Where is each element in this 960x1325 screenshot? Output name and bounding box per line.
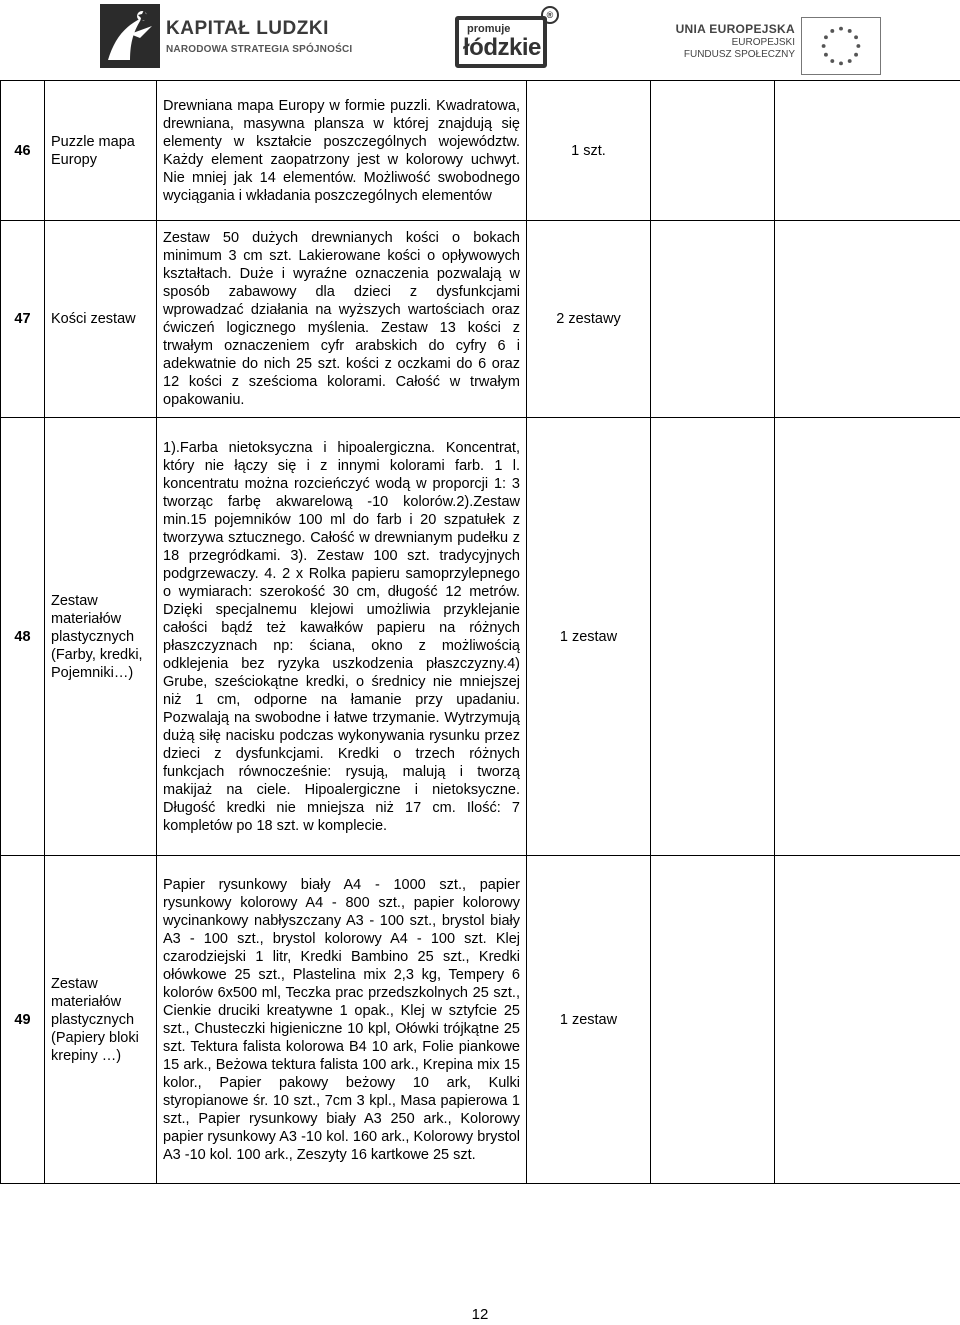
empty-cell: [651, 418, 775, 856]
table-row: [1, 418, 960, 856]
empty-cell: [775, 856, 960, 1184]
eu-star-icon: [824, 53, 828, 57]
item-name: Kości zestaw: [45, 221, 157, 418]
item-quantity: 1 zestaw: [527, 418, 651, 856]
item-description: Zestaw 50 dużych drewnianych kości o bokach minimum 3 cm szt. Lakierowane kości o opływowych kształtach. Duże i wyraźne oznaczenia pozwalają w sposób zabawowy dla dzieci z dysfunkcjami wprowadzać działania na wyższych wartościach oraz ćwiczeń logicznego myślenia. Zestaw 13 kości z trwałym oznaczeniem cyfr arabskich do cyfry 6 i adekwatnie do nich 25 szt. kości z oczkami do 6 oraz 12 kości z sześcioma kolorami. Całość w trwałym opakowaniu.: [157, 221, 527, 418]
item-quantity: 2 zestawy: [527, 221, 651, 418]
unia-europejska-logo: [675, 12, 890, 72]
eu-star-icon: [830, 59, 834, 63]
item-description: Drewniana mapa Europy w formie puzzli. Kwadratowa, drewniana, masywna plansza w której znajdują się elementy w kształcie poszczególnych województw. Każdy element zaopatrzony jest w kolorowy uchwyt. Nie mniej jak 14 elementów. Możliwość swobodnego wyciągania i wkładania poszczególnych elementów: [157, 81, 527, 221]
eu-star-icon: [839, 61, 843, 65]
registered-mark-icon: ®: [541, 6, 559, 24]
eu-star-icon: [824, 35, 828, 39]
empty-cell: [775, 418, 960, 856]
table-row: [1, 221, 960, 418]
page-header: [0, 0, 960, 80]
empty-cell: [775, 81, 960, 221]
row-number: 49: [1, 856, 45, 1184]
ue-title: UNIA EUROPEJSKA: [675, 22, 795, 36]
kapital-ludzki-logo: [100, 4, 353, 68]
eu-star-icon: [856, 44, 860, 48]
item-quantity: 1 zestaw: [527, 856, 651, 1184]
empty-cell: [651, 856, 775, 1184]
item-name: Zestaw materiałów plastycznych (Farby, kredki, Pojemniki…): [45, 418, 157, 856]
item-description: Papier rysunkowy biały A4 - 1000 szt., papier rysunkowy kolorowy A4 - 800 szt., papier kolorowy wycinankowy nabłyszczany A3 - 100 szt., brystol biały A3 - 100 szt., brystol kolorowy A4 - 100 szt. Klej czarodziejski 1 litr, Kredki Bambino 25 szt., Kredki ołówkowe 25 szt., Plastelina mix 2,3 kg, Tempery 6 kolorów 6x500 ml, Teczka prac przedszkolnych 25 szt., Cienkie druciki kreatywne 1 opak., Klej w sztyfcie 25 szt., Chusteczki higieniczne 10 kpl, Ołówki trójkątne 25 szt. Tektura falista kolorowa B4 10 ark, Folie piankowe 15 ark., Beżowa tektura falista 100 ark., Krepina mix 15 kolor., Papier pakowy beżowy 10 ark, Kulki styropianowe śr. 10 szt., 7cm 3 kpl., Masa papierowa 1 szt., Papier rysunkowy biały A3 250 ark., Kolorowy papier rysunkowy A3 -10 kol. 160 ark., Kolorowy brystol A3 -10 kol. 100 ark., Zeszyty 16 kartkowe 25 szt.: [157, 856, 527, 1184]
empty-cell: [651, 221, 775, 418]
promuje-lodzkie-logo: [455, 6, 560, 68]
lodzkie-label: łódzkie: [463, 34, 541, 61]
eu-star-icon: [839, 27, 843, 31]
eu-star-icon: [848, 29, 852, 33]
ue-line-3: FUNDUSZ SPOŁECZNY: [683, 49, 795, 60]
item-quantity: 1 szt.: [527, 81, 651, 221]
kapital-ludzki-title: KAPITAŁ LUDZKI: [166, 18, 329, 39]
eu-flag-icon: [801, 17, 881, 75]
eu-star-icon: [854, 53, 858, 57]
promuje-label: promuje: [467, 23, 511, 35]
row-number: 47: [1, 221, 45, 418]
table-row: [1, 81, 960, 221]
item-name: Puzzle mapa Europy: [45, 81, 157, 221]
empty-cell: [651, 81, 775, 221]
eu-star-icon: [848, 59, 852, 63]
ue-line-2: EUROPEJSKI: [731, 37, 795, 48]
eu-star-icon: [830, 29, 834, 33]
kapital-ludzki-subtitle: NARODOWA STRATEGIA SPÓJNOŚCI: [166, 44, 353, 55]
row-number: 48: [1, 418, 45, 856]
empty-cell: [775, 221, 960, 418]
specification-table: [0, 80, 960, 1184]
kapital-ludzki-emblem-icon: [100, 4, 160, 68]
item-description: 1).Farba nietoksyczna i hipoalergiczna. Koncentrat, który nie łączy się i z innymi kolorami farb. 1 l. koncentratu można rozcieńczyć wodą w proporcji 1: 3 tworząc farbę akwarelową -10 kolorów.2).Zestaw min.15 pojemników 100 ml do farb i 20 szpatułek z tworzywa sztucznego. Całość w drewnianym pudełku z 18 przegródkami. 3). Zestaw 100 szt. tradycyjnych podgrzewaczy. 4. 2 x Rolka papieru samoprzylepnego o wymiarach: szerokość 30 cm, długość 12 metrów. Dzięki specjalnemu klejowi umożliwia przyklejanie całości bądź też kawałków papieru na różnych płaszczyznach np: ściana, okno z możliwością odklejenia bez ryzyka uszkodzenia płaszczyzny.4) Grube, sześciokątne kredki, o średnicy nie mniejszej niż 1 cm, odporne na łamanie przy upadaniu. Pozwalają na swobodne i łatwe trzymanie. Wytrzymują dużą siłę nacisku podczas wykonywania rysunku przez dzieci z dysfunkcjami. Kredki o trzech różnych funkcjach równocześnie: rysują, malują i tworzą makijaż na ciele. Hipoalergiczne i nietoksyczne. Długość kredki nie mniejsza niż 17 cm. Ilość: 7 kompletów po 18 szt. w komplecie.: [157, 418, 527, 856]
page-number: 12: [471, 1306, 489, 1323]
promuje-lodzkie-frame: [455, 16, 547, 68]
eu-star-icon: [854, 35, 858, 39]
table-row: [1, 856, 960, 1184]
item-name: Zestaw materiałów plastycznych (Papiery bloki krepiny …): [45, 856, 157, 1184]
eu-star-icon: [822, 44, 826, 48]
row-number: 46: [1, 81, 45, 221]
